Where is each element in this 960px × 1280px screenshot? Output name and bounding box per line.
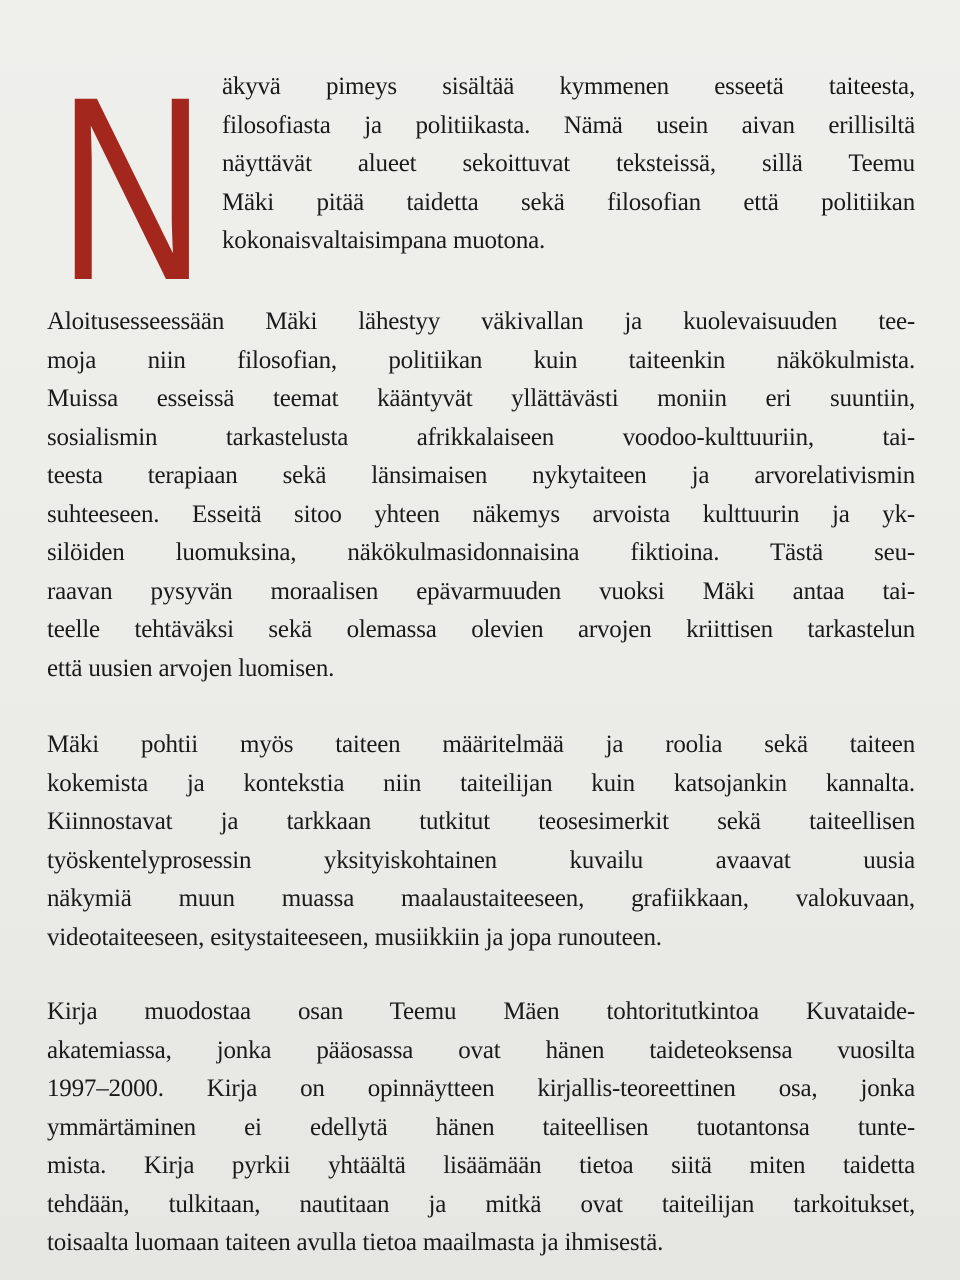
text-line: videotaiteeseen, esitystaiteeseen, musiikkiin ja jopa runouteen.: [47, 923, 662, 951]
drop-cap: N: [58, 42, 206, 335]
text-line: moja niin filosofian, politiikan kuin taiteenkin näkökulmista.: [47, 346, 915, 374]
text-line: Kiinnostavat ja tarkkaan tutkitut teosesimerkit sekä taiteellisen: [47, 808, 915, 835]
text-line: kokemista ja kontekstia niin taiteilijan kuin katsojankin kannalta.: [47, 769, 915, 797]
paragraph-art-definition: [47, 726, 915, 957]
text-line: suhteeseen. Esseitä sitoo yhteen näkemys arvoista kulttuurin ja yk-: [47, 500, 915, 528]
text-line: kokonaisvaltaisimpana muotona.: [222, 227, 546, 254]
paragraph-dissertation: [47, 993, 915, 1263]
text-line: raavan pysyvän moraalisen epävarmuuden vuoksi Mäki antaa tai-: [47, 577, 915, 605]
text-line: mista. Kirja pyrkii yhtäältä lisäämään tietoa siitä miten taidetta: [47, 1152, 915, 1179]
text-line: teelle tehtäväksi sekä olemassa olevien arvojen kriittisen tarkastelun: [47, 616, 915, 643]
text-line: Mäki pohtii myös taiteen määritelmää ja roolia sekä taiteen: [47, 731, 915, 758]
text-line: filosofiasta ja politiikasta. Nämä usein aivan erillisiltä: [222, 111, 915, 139]
text-line: että uusien arvojen luomisen.: [47, 654, 335, 682]
text-line: toisaalta luomaan taiteen avulla tietoa maailmasta ja ihmisestä.: [47, 1229, 664, 1256]
text-line: akatemiassa, jonka pääosassa ovat hänen taideteoksensa vuosilta: [47, 1036, 915, 1064]
paragraph-essays: [47, 303, 915, 688]
text-line: Muissa esseissä teemat kääntyvät yllättävästi moniin eri suuntiin,: [47, 385, 915, 412]
text-line: näkymiä muun muassa maalaustaiteeseen, grafiikkaan, valokuvaan,: [47, 885, 915, 912]
text-line: Kirja muodostaa osan Teemu Mäen tohtoritutkintoa Kuvataide-: [47, 998, 915, 1025]
text-line: 1997–2000. Kirja on opinnäytteen kirjallis-teoreettinen osa, jonka: [47, 1075, 915, 1102]
text-line: Aloitusesseessään Mäki lähestyy väkivallan ja kuolevaisuuden tee-: [47, 308, 915, 335]
paragraph-intro: [222, 68, 915, 261]
text-line: sosialismin tarkastelusta afrikkalaiseen voodoo-kulttuuriin, tai-: [47, 423, 915, 451]
text-line: silöiden luomuksina, näkökulmasidonnaisina fiktioina. Tästä seu-: [47, 539, 915, 566]
text-line: Mäki pitää taidetta sekä filosofian että politiikan: [222, 188, 915, 216]
text-line: työskentelyprosessin yksityiskohtainen kuvailu avaavat uusia: [47, 846, 915, 874]
text-line: ymmärtäminen ei edellytä hänen taiteellisen tuotantonsa tunte-: [47, 1113, 915, 1141]
text-line: teesta terapiaan sekä länsimaisen nykytaiteen ja arvorelativismin: [47, 462, 915, 489]
text-line: äkyvä pimeys sisältää kymmenen esseetä taiteesta,: [222, 73, 915, 100]
text-line: näyttävät alueet sekoittuvat teksteissä, sillä Teemu: [222, 150, 915, 177]
text-line: tehdään, tulkitaan, nautitaan ja mitkä ovat taiteilijan tarkoitukset,: [47, 1190, 915, 1218]
